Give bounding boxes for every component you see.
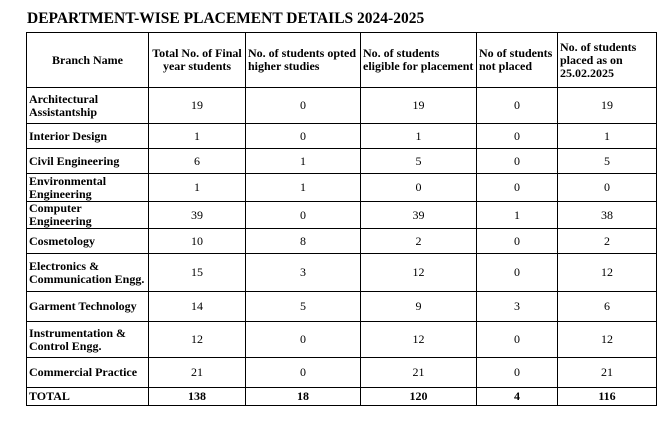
eligible-cell: 19 [361,88,477,124]
not-placed-cell: 0 [477,88,558,124]
branch-cell-text: Environmental Engineering [29,174,107,201]
higher-cell: 18 [246,388,361,406]
total-cell: 10 [149,229,246,254]
total-cell: 21 [149,358,246,388]
not-placed-cell: 0 [477,358,558,388]
placed-cell: 12 [558,322,657,358]
branch-cell: Instrumentation & Control Engg. [27,322,149,358]
placed-cell: 38 [558,202,657,229]
higher-cell: 0 [246,124,361,149]
header-total-students: Total No. of Final year students [149,33,246,88]
not-placed-cell: 1 [477,202,558,229]
not-placed-cell: 4 [477,388,558,406]
total-row [27,388,657,406]
table-row [27,292,657,322]
higher-cell: 0 [246,88,361,124]
table-row [27,124,657,149]
branch-cell: Commercial Practice [27,358,149,388]
higher-cell: 5 [246,292,361,322]
higher-cell: 8 [246,229,361,254]
eligible-cell: 21 [361,358,477,388]
placed-cell: 21 [558,358,657,388]
total-cell: 138 [149,388,246,406]
total-cell: 39 [149,202,246,229]
branch-cell: Computer Engineering [27,202,149,229]
branch-cell: Garment Technology [27,292,149,322]
branch-cell: Electronics & Communication Engg. [27,254,149,292]
table-row [27,358,657,388]
placed-cell: 2 [558,229,657,254]
table-row [27,88,657,124]
header-eligible-placement: No. of students eligible for placement [361,33,477,88]
not-placed-cell: 0 [477,124,558,149]
branch-cell: Interior Design [27,124,149,149]
higher-cell: 0 [246,322,361,358]
header-placed: No. of students placed as on 25.02.2025 [558,33,657,88]
header-higher-studies: No. of students opted higher studies [246,33,361,88]
table-row [27,229,657,254]
total-cell: 12 [149,322,246,358]
eligible-cell: 5 [361,149,477,174]
eligible-cell: 9 [361,292,477,322]
eligible-cell: 12 [361,254,477,292]
table-row [27,174,657,202]
not-placed-cell: 0 [477,254,558,292]
higher-cell: 3 [246,254,361,292]
placement-table [26,32,657,406]
not-placed-cell: 0 [477,149,558,174]
placed-cell: 12 [558,254,657,292]
table-row [27,149,657,174]
eligible-cell: 2 [361,229,477,254]
placed-cell: 1 [558,124,657,149]
eligible-cell: 12 [361,322,477,358]
placed-cell: 0 [558,174,657,202]
total-label: TOTAL [27,388,149,406]
page-title: DEPARTMENT-WISE PLACEMENT DETAILS 2024-2025 [27,10,425,27]
not-placed-cell: 0 [477,174,558,202]
placed-cell: 19 [558,88,657,124]
total-cell: 6 [149,149,246,174]
total-cell: 19 [149,88,246,124]
not-placed-cell: 0 [477,229,558,254]
branch-cell: Architectural Assistantship [27,88,149,124]
table-row [27,322,657,358]
higher-cell: 1 [246,174,361,202]
branch-cell [27,174,149,202]
eligible-cell: 1 [361,124,477,149]
not-placed-cell: 0 [477,322,558,358]
branch-cell: Civil Engineering [27,149,149,174]
higher-cell: 0 [246,202,361,229]
not-placed-cell: 3 [477,292,558,322]
table-row [27,254,657,292]
eligible-cell: 0 [361,174,477,202]
total-cell: 14 [149,292,246,322]
total-cell: 15 [149,254,246,292]
header-row [27,33,657,88]
eligible-cell: 120 [361,388,477,406]
higher-cell: 1 [246,149,361,174]
header-branch-name: Branch Name [27,33,149,88]
placed-cell: 116 [558,388,657,406]
total-cell: 1 [149,124,246,149]
table-row [27,202,657,229]
header-not-placed: No of students not placed [477,33,558,88]
eligible-cell: 39 [361,202,477,229]
placed-cell: 5 [558,149,657,174]
total-cell: 1 [149,174,246,202]
branch-cell: Cosmetology [27,229,149,254]
placed-cell: 6 [558,292,657,322]
higher-cell: 0 [246,358,361,388]
